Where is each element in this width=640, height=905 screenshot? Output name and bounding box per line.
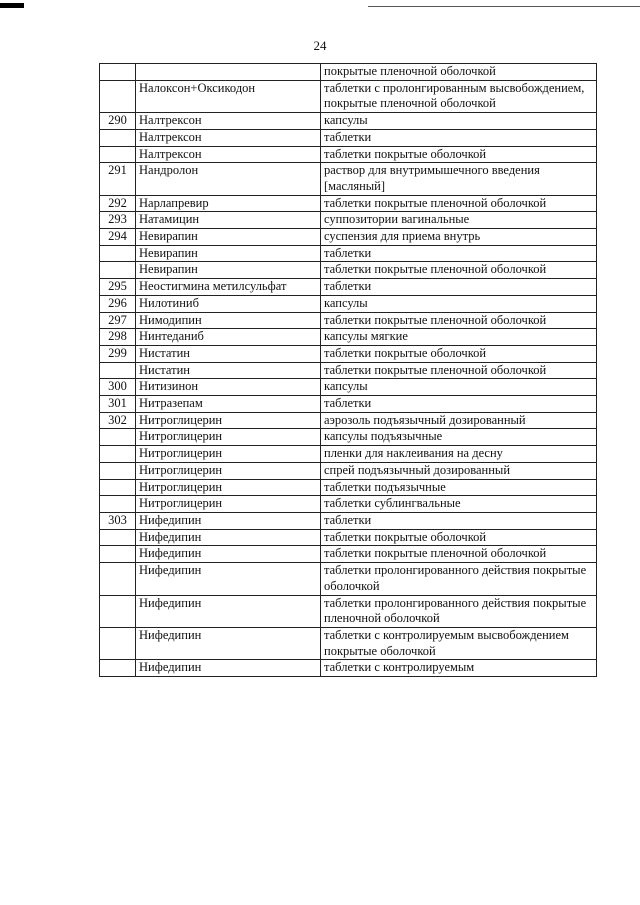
row-number-cell [100,546,136,563]
row-number-cell [100,496,136,513]
dosage-form-cell: таблетки с пролонгированным высвобождением, покрытые пленочной оболочкой [321,80,597,112]
table-row [100,479,597,496]
row-number-cell: 297 [100,312,136,329]
header-rule [368,6,640,7]
table-row [100,262,597,279]
drug-name-cell: Невирапин [136,229,321,246]
dosage-form-cell: покрытые пленочной оболочкой [321,64,597,81]
drug-name-cell: Нистатин [136,362,321,379]
table-row [100,295,597,312]
table-row [100,446,597,463]
drug-name-cell: Нитразепам [136,396,321,413]
page-number: 24 [313,38,327,53]
dosage-form-cell: таблетки покрытые пленочной оболочкой [321,546,597,563]
dosage-form-cell: аэрозоль подъязычный дозированный [321,412,597,429]
row-number-cell [100,362,136,379]
dosage-form-cell: таблетки сублингвальные [321,496,597,513]
dosage-form-cell: таблетки [321,512,597,529]
dosage-form-cell: таблетки [321,129,597,146]
dosage-form-cell: спрей подъязычный дозированный [321,462,597,479]
drug-name-cell: Нифедипин [136,512,321,529]
drug-name-cell: Нифедипин [136,627,321,659]
drug-name-cell: Нандролон [136,163,321,195]
table-row [100,529,597,546]
table-row [100,212,597,229]
drug-name-cell: Нистатин [136,345,321,362]
drug-name-cell: Налтрексон [136,129,321,146]
dosage-form-cell: раствор для внутримышечного введения [масляный] [321,163,597,195]
dosage-form-cell: таблетки с контролируемым высвобождением покрытые оболочкой [321,627,597,659]
table-row [100,195,597,212]
dosage-form-cell: таблетки пролонгированного действия покрытые пленочной оболочкой [321,595,597,627]
drug-name-cell: Нифедипин [136,660,321,677]
row-number-cell [100,80,136,112]
table-row [100,113,597,130]
table-row [100,396,597,413]
dosage-form-cell: капсулы [321,295,597,312]
dosage-form-cell: капсулы [321,113,597,130]
drug-name-cell: Невирапин [136,245,321,262]
dosage-form-cell: таблетки [321,245,597,262]
row-number-cell: 299 [100,345,136,362]
dosage-form-cell: таблетки с контролируемым [321,660,597,677]
drug-name-cell: Нитроглицерин [136,462,321,479]
row-number-cell [100,446,136,463]
drug-name-cell: Нимодипин [136,312,321,329]
table-row [100,379,597,396]
row-number-cell [100,64,136,81]
table-row [100,345,597,362]
row-number-cell: 293 [100,212,136,229]
row-number-cell: 294 [100,229,136,246]
row-number-cell: 302 [100,412,136,429]
drug-name-cell: Нинтеданиб [136,329,321,346]
dosage-form-cell: таблетки подъязычные [321,479,597,496]
corner-mark [0,3,24,8]
table-row [100,229,597,246]
row-number-cell: 290 [100,113,136,130]
drug-name-cell: Нифедипин [136,563,321,595]
table-row [100,146,597,163]
dosage-form-cell: таблетки покрытые пленочной оболочкой [321,195,597,212]
table-row [100,163,597,195]
dosage-form-cell: суспензия для приема внутрь [321,229,597,246]
drug-name-cell: Нитроглицерин [136,429,321,446]
dosage-form-cell: таблетки покрытые оболочкой [321,146,597,163]
dosage-form-cell: капсулы мягкие [321,329,597,346]
drug-name-cell: Невирапин [136,262,321,279]
row-number-cell [100,245,136,262]
row-number-cell [100,595,136,627]
row-number-cell [100,129,136,146]
dosage-form-cell: суппозитории вагинальные [321,212,597,229]
table-row [100,129,597,146]
row-number-cell [100,146,136,163]
row-number-cell [100,627,136,659]
table-row [100,80,597,112]
row-number-cell: 303 [100,512,136,529]
row-number-cell [100,429,136,446]
table-row [100,660,597,677]
row-number-cell: 295 [100,279,136,296]
drug-name-cell: Нитроглицерин [136,479,321,496]
drug-name-cell: Нилотиниб [136,295,321,312]
row-number-cell: 301 [100,396,136,413]
table-row [100,245,597,262]
table-row [100,512,597,529]
dosage-form-cell: пленки для наклеивания на десну [321,446,597,463]
table-row [100,279,597,296]
table-row [100,627,597,659]
row-number-cell [100,479,136,496]
drug-name-cell: Нитроглицерин [136,446,321,463]
drug-name-cell: Нитроглицерин [136,496,321,513]
drug-name-cell: Неостигмина метилсульфат [136,279,321,296]
row-number-cell [100,660,136,677]
table-row [100,429,597,446]
drug-name-cell: Нифедипин [136,595,321,627]
drug-name-cell: Налоксон+Оксикодон [136,80,321,112]
table-body [100,64,597,677]
drug-name-cell [136,64,321,81]
table-row [100,595,597,627]
drug-name-cell: Натамицин [136,212,321,229]
dosage-form-cell: таблетки [321,396,597,413]
row-number-cell: 292 [100,195,136,212]
table-row [100,312,597,329]
drug-name-cell: Нарлапревир [136,195,321,212]
row-number-cell [100,563,136,595]
table-row [100,563,597,595]
dosage-form-cell: капсулы [321,379,597,396]
row-number-cell [100,462,136,479]
drug-name-cell: Нифедипин [136,529,321,546]
row-number-cell [100,262,136,279]
drug-table [99,63,597,677]
row-number-cell [100,529,136,546]
row-number-cell: 298 [100,329,136,346]
row-number-cell: 300 [100,379,136,396]
table-row [100,412,597,429]
drug-name-cell: Нифедипин [136,546,321,563]
drug-name-cell: Нитроглицерин [136,412,321,429]
dosage-form-cell: таблетки покрытые пленочной оболочкой [321,362,597,379]
table-row [100,496,597,513]
table-row [100,546,597,563]
dosage-form-cell: таблетки покрытые оболочкой [321,345,597,362]
dosage-form-cell: капсулы подъязычные [321,429,597,446]
table-row [100,462,597,479]
dosage-form-cell: таблетки покрытые пленочной оболочкой [321,262,597,279]
dosage-form-cell: таблетки [321,279,597,296]
row-number-cell: 291 [100,163,136,195]
table-row [100,362,597,379]
drug-name-cell: Налтрексон [136,113,321,130]
dosage-form-cell: таблетки покрытые пленочной оболочкой [321,312,597,329]
drug-name-cell: Нитизинон [136,379,321,396]
row-number-cell: 296 [100,295,136,312]
dosage-form-cell: таблетки пролонгированного действия покрытые оболочкой [321,563,597,595]
drug-name-cell: Налтрексон [136,146,321,163]
table-row [100,64,597,81]
table-row [100,329,597,346]
dosage-form-cell: таблетки покрытые оболочкой [321,529,597,546]
